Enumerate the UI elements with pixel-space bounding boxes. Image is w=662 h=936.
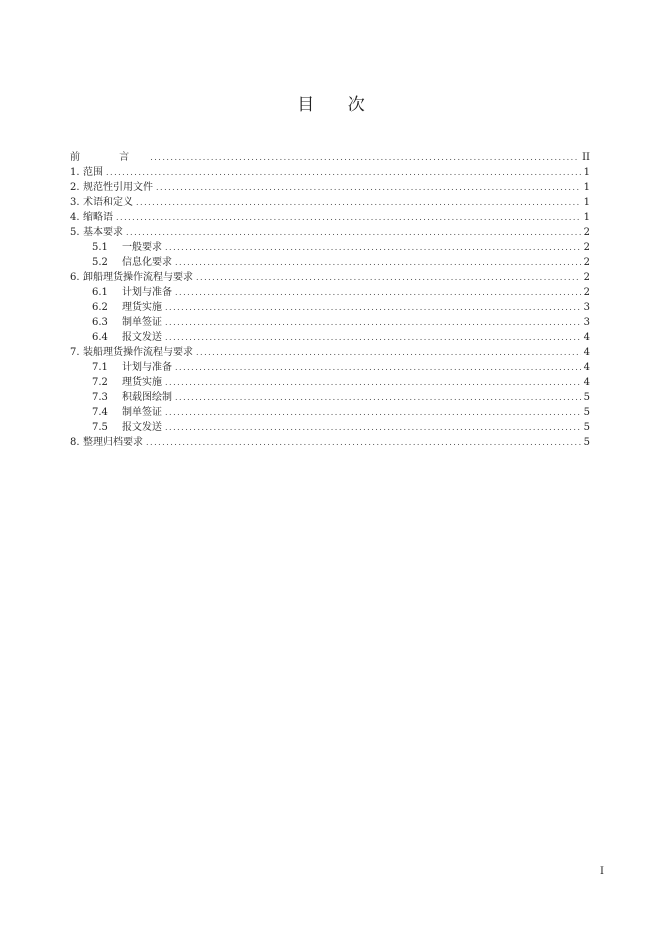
- toc-leader-dots: [175, 360, 581, 375]
- toc-leader-dots: [165, 405, 581, 420]
- toc-entry-page: 5: [583, 407, 590, 418]
- toc-entry-number: 6.2: [92, 302, 108, 313]
- toc-entry-label: 整理归档要求: [83, 437, 143, 448]
- toc-entry-label: 报文发送: [122, 332, 162, 343]
- page-title: 目 次: [297, 95, 379, 115]
- toc-leader-dots: [165, 330, 581, 345]
- toc-entry-page: 2: [583, 272, 590, 283]
- toc-entry-number: 2.: [70, 182, 80, 193]
- toc-entry-page: 5: [583, 422, 590, 433]
- toc-entry-number: 7.1: [92, 362, 108, 373]
- toc-entry-label: 理货实施: [122, 377, 162, 388]
- toc-leader-dots: [116, 210, 581, 225]
- toc-entry[interactable]: [70, 360, 590, 375]
- toc-entry-label: 信息化要求: [122, 257, 172, 268]
- toc-entry-label: 装船理货操作流程与要求: [83, 347, 193, 358]
- toc-entry-page: 2: [583, 242, 590, 253]
- toc-entry-label: 计划与准备: [122, 287, 172, 298]
- toc-entry-page: 3: [583, 302, 590, 313]
- toc-entry[interactable]: [70, 150, 590, 165]
- toc-entry-label: 规范性引用文件: [83, 182, 153, 193]
- toc-entry-number: 5.1: [92, 242, 108, 253]
- toc-leader-dots: [175, 390, 581, 405]
- toc-entry-number: 5.: [70, 227, 80, 238]
- toc-entry-number: 6.: [70, 272, 80, 283]
- toc-entry-page: 1: [583, 197, 590, 208]
- toc-leader-dots: [196, 270, 581, 285]
- toc-leader-dots: [106, 165, 581, 180]
- toc-leader-dots: [165, 315, 581, 330]
- toc-leader-dots: [175, 255, 581, 270]
- toc-entry[interactable]: [70, 420, 590, 435]
- toc-entry-number: 7.4: [92, 407, 108, 418]
- toc-entry[interactable]: [70, 165, 590, 180]
- toc-entry-number: 6.1: [92, 287, 108, 298]
- toc-entry-number: 5.2: [92, 257, 108, 268]
- toc-entry-page: 4: [583, 362, 590, 373]
- toc-entry[interactable]: [70, 195, 590, 210]
- toc-entry-label: 一般要求: [122, 242, 162, 253]
- toc-entry-page: 4: [583, 377, 590, 388]
- toc-entry-label: 制单签证: [122, 317, 162, 328]
- toc-entry-number: 7.2: [92, 377, 108, 388]
- toc-entry-number: 6.3: [92, 317, 108, 328]
- toc-entry-label: 制单签证: [122, 407, 162, 418]
- toc-entry-label: 积载图绘制: [122, 392, 172, 403]
- toc-leader-dots: [146, 435, 581, 450]
- toc-entry-number: 3.: [70, 197, 80, 208]
- toc-entry[interactable]: [70, 330, 590, 345]
- toc-entry-page: 4: [583, 332, 590, 343]
- toc-entry-label: 范围: [83, 167, 103, 178]
- toc-entry-label: 缩略语: [83, 212, 113, 223]
- toc-entry-page: 3: [583, 317, 590, 328]
- toc-entry-page: II: [582, 152, 590, 163]
- toc-entry[interactable]: [70, 225, 590, 240]
- toc-entry[interactable]: [70, 390, 590, 405]
- toc-entry-label: 前 言: [70, 152, 148, 163]
- toc-entry[interactable]: [70, 210, 590, 225]
- toc-leader-dots: [165, 240, 581, 255]
- toc-leader-dots: [165, 300, 581, 315]
- toc-entry-label: 卸船理货操作流程与要求: [83, 272, 193, 283]
- toc-entry-label: 计划与准备: [122, 362, 172, 373]
- toc-entry-page: 5: [583, 437, 590, 448]
- toc-entry-label: 理货实施: [122, 302, 162, 313]
- toc-leader-dots: [150, 150, 579, 165]
- toc-entry[interactable]: [70, 300, 590, 315]
- toc-entry-number: 7.5: [92, 422, 108, 433]
- toc-entry-page: 1: [583, 212, 590, 223]
- toc-entry-number: 6.4: [92, 332, 108, 343]
- toc-entry-number: 8.: [70, 437, 80, 448]
- toc-entry-number: 1.: [70, 167, 80, 178]
- toc-entry-number: 4.: [70, 212, 80, 223]
- toc-entry-label: 基本要求: [83, 227, 123, 238]
- toc-entry-page: 4: [583, 347, 590, 358]
- toc-leader-dots: [126, 225, 581, 240]
- toc-entry-page: 5: [583, 392, 590, 403]
- toc-entry-number: 7.3: [92, 392, 108, 403]
- toc-entry-page: 2: [583, 227, 590, 238]
- toc-entry[interactable]: [70, 375, 590, 390]
- toc-entry-page: 2: [583, 257, 590, 268]
- toc-entry-page: 1: [583, 182, 590, 193]
- toc-entry-label: 报文发送: [122, 422, 162, 433]
- toc-entry[interactable]: [70, 405, 590, 420]
- toc-leader-dots: [136, 195, 581, 210]
- toc-leader-dots: [175, 285, 581, 300]
- page-number: I: [600, 866, 604, 877]
- toc-entry-page: 2: [583, 287, 590, 298]
- toc-entry[interactable]: [70, 435, 590, 450]
- toc-entry[interactable]: [70, 285, 590, 300]
- toc-entry[interactable]: [70, 345, 590, 360]
- toc-leader-dots: [196, 345, 581, 360]
- toc-entry[interactable]: [70, 180, 590, 195]
- toc-entry-number: 7.: [70, 347, 80, 358]
- table-of-contents: [70, 150, 590, 450]
- toc-entry[interactable]: [70, 270, 590, 285]
- toc-entry-page: 1: [583, 167, 590, 178]
- toc-entry-label: 术语和定义: [83, 197, 133, 208]
- toc-entry[interactable]: [70, 315, 590, 330]
- toc-entry[interactable]: [70, 255, 590, 270]
- toc-entry[interactable]: [70, 240, 590, 255]
- toc-leader-dots: [165, 375, 581, 390]
- toc-leader-dots: [156, 180, 581, 195]
- toc-leader-dots: [165, 420, 581, 435]
